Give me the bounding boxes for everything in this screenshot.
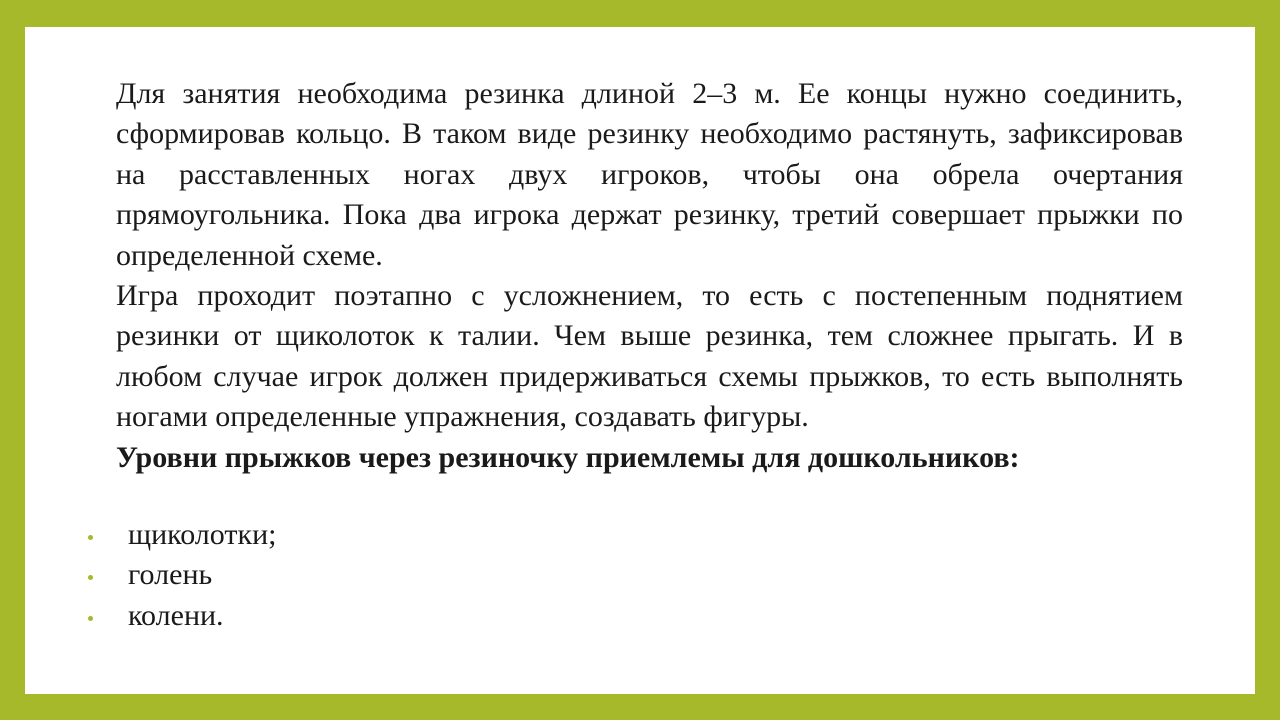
list-item: [25, 596, 625, 636]
list-item: [25, 555, 625, 595]
paragraph-game-stages: Игра проходит поэтапно с усложнением, то есть с постепенным поднятием резинки от щиколоток к талии. Чем выше резинка, тем сложнее прыгать. И в любом случае игрок должен придерживаться схемы прыжков, то есть выполнять ногами определенные упражнения, создавать фигуры.: [116, 279, 1183, 434]
slide: [25, 27, 1255, 694]
levels-heading: Уровни прыжков через резиночку приемлемы для дошкольников:: [116, 440, 1020, 474]
list-item-label: голень: [128, 558, 213, 592]
bullet-icon: [88, 616, 93, 621]
slide-text: [116, 74, 1183, 478]
list-item-label: щиколотки;: [128, 518, 277, 551]
bullet-icon: [88, 575, 93, 580]
paragraph-rope-setup: Для занятия необходима резинка длиной 2–3 м. Ее концы нужно соединить, сформировав кольцо. В таком виде резинку необходимо растянуть, зафиксировав на расставленных ногах двух игроков, чтобы она обрела очертания прямоугольника. Пока два игрока держат резинку, третий совершает прыжки по определенной схеме.: [116, 77, 1183, 272]
list-item: [25, 515, 625, 555]
levels-list: [25, 515, 625, 636]
list-item-label: колени.: [128, 598, 224, 632]
bullet-icon: [88, 535, 93, 540]
